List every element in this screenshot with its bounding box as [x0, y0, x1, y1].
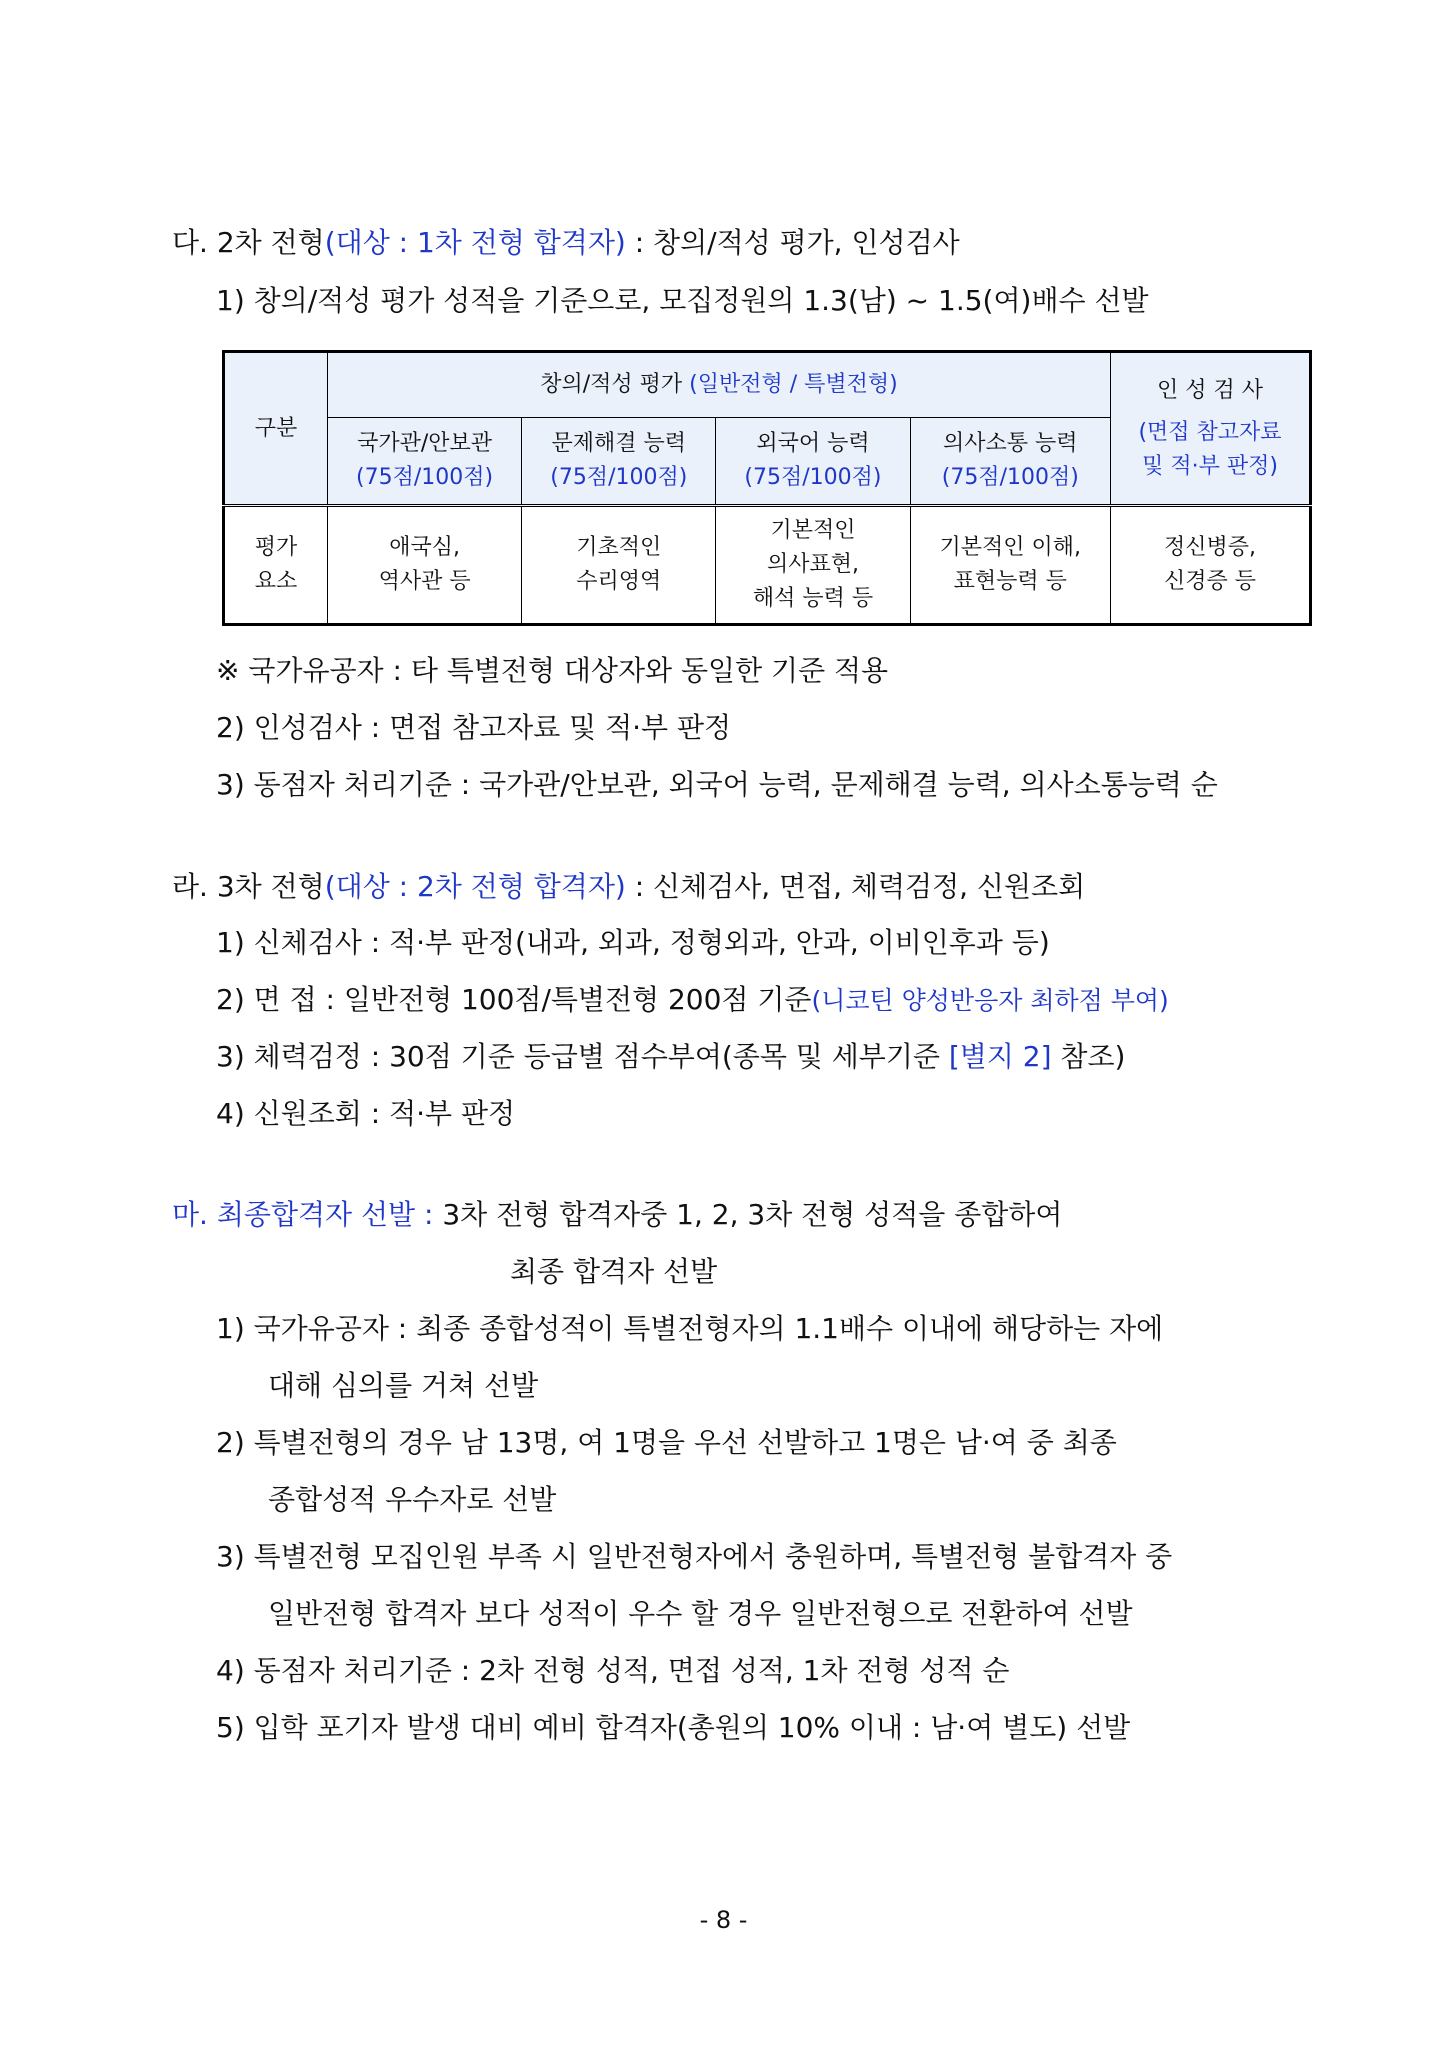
header-col-1 [328, 418, 522, 506]
cell-col-1-line-1: 애국심, [389, 535, 460, 560]
header-col-4-score: (75점/100점) [941, 465, 1079, 490]
section-da-item-2: 2) 인성검사 : 면접 참고자료 및 적·부 판정 [216, 711, 732, 744]
header-col-4-name: 의사소통 능력 [943, 431, 1078, 456]
header-col-2 [522, 418, 716, 506]
section-ma-item-3-line-2: 일반전형 합격자 보다 성적이 우수 할 경우 일반전형으로 전환하여 선발 [268, 1597, 1133, 1630]
section-ra-heading [172, 870, 1085, 904]
cell-col-3 [716, 506, 910, 625]
section-ra-item-3-ref: [별지 2] [948, 1040, 1052, 1073]
cell-col-3-line-1: 기본적인 [770, 518, 856, 543]
header-inseong-note-1: (면접 참고자료 [1138, 419, 1282, 445]
evaluation-criteria-table [222, 350, 1312, 626]
header-col-3-score: (75점/100점) [744, 465, 882, 490]
section-ma-desc-1: 3차 전형 합격자중 1, 2, 3차 전형 성적을 종합하여 [433, 1198, 1063, 1231]
section-ma-title: 마. 최종합격자 선발 : [172, 1198, 434, 1231]
table-row [224, 506, 1311, 625]
section-ra-item-1: 1) 신체검사 : 적·부 판정(내과, 외과, 정형외과, 안과, 이비인후과 등) [216, 926, 1050, 959]
header-group-sub: (일반전형 / 특별전형) [689, 372, 898, 397]
page-number: - 8 - [699, 1906, 748, 1934]
table-header-row-1 [224, 352, 1311, 418]
section-da-item-1: 1) 창의/적성 평가 성적을 기준으로, 모집정원의 1.3(남) ~ 1.5(여)배수 선발 [216, 284, 1149, 317]
section-ma-item-1-line-1: 1) 국가유공자 : 최종 종합성적이 특별전형자의 1.1배수 이내에 해당하는 자에 [216, 1312, 1164, 1345]
cell-col-3-line-2: 의사표현, [766, 552, 859, 577]
section-ra-item-2-note: (니코틴 양성반응자 최하점 부여) [811, 986, 1169, 1015]
section-ra-suffix: : 신체검사, 면접, 체력검정, 신원조회 [625, 870, 1086, 903]
header-col-3-name: 외국어 능력 [756, 431, 870, 456]
section-ra-item-3-post: 참조) [1051, 1040, 1126, 1073]
row-label-1: 평가 [254, 535, 298, 560]
header-col-4 [910, 418, 1110, 506]
section-da-prefix: 다. 2차 전형 [172, 226, 325, 259]
header-group-label: 창의/적성 평가 [540, 372, 690, 397]
row-label-2: 요소 [254, 569, 298, 594]
section-ra-item-3-pre: 3) 체력검정 : 30점 기준 등급별 점수부여(종목 및 세부기준 [216, 1040, 949, 1073]
section-ma-item-2-line-2: 종합성적 우수자로 선발 [268, 1483, 557, 1516]
header-col-1-name: 국가관/안보관 [357, 431, 493, 456]
header-inseong-note-2: 및 적·부 판정) [1142, 453, 1278, 479]
section-ra-item-2-label: 2) 면 접 : 일반전형 100점/특별전형 200점 기준 [216, 983, 812, 1016]
section-ra-item-4: 4) 신원조회 : 적·부 판정 [216, 1097, 516, 1130]
section-da-target: (대상 : 1차 전형 합격자) [324, 226, 626, 259]
header-col-2-name: 문제해결 능력 [551, 431, 687, 456]
cell-col-3-line-3: 해석 능력 등 [752, 586, 874, 611]
section-da-note: ※ 국가유공자 : 타 특별전형 대상자와 동일한 기준 적용 [216, 654, 889, 687]
cell-col-4-line-1: 기본적인 이해, [939, 535, 1082, 560]
header-col-2-score: (75점/100점) [550, 465, 688, 490]
cell-col-4-line-2: 표현능력 등 [953, 569, 1067, 594]
cell-col-5 [1111, 506, 1311, 625]
cell-col-2-line-2: 수리영역 [576, 569, 662, 594]
cell-col-1-line-2: 역사관 등 [378, 569, 471, 594]
cell-col-5-line-1: 정신병증, [1163, 535, 1256, 560]
section-da-heading [172, 226, 960, 260]
cell-col-2-line-1: 기초적인 [576, 535, 662, 560]
cell-col-2 [522, 506, 716, 625]
section-ma-item-2-line-1: 2) 특별전형의 경우 남 13명, 여 1명을 우선 선발하고 1명은 남·여 중 최종 [216, 1426, 1117, 1459]
cell-col-5-line-2: 신경증 등 [1163, 569, 1256, 594]
cell-col-4 [910, 506, 1110, 625]
header-creativity-aptitude [328, 352, 1111, 418]
section-ra-target: (대상 : 2차 전형 합격자) [324, 870, 626, 903]
header-inseong-title: 인 성 검 사 [1157, 377, 1263, 403]
header-col-1-score: (75점/100점) [356, 465, 494, 490]
header-gubun: 구분 [224, 352, 328, 506]
section-ra-item-2 [216, 983, 1169, 1018]
section-da-suffix: : 창의/적성 평가, 인성검사 [625, 226, 960, 259]
section-ma-desc-2: 최종 합격자 선발 [510, 1255, 718, 1288]
section-ma-item-4: 4) 동점자 처리기준 : 2차 전형 성적, 면접 성적, 1차 전형 성적 순 [216, 1654, 1010, 1687]
row-label [224, 506, 328, 625]
cell-col-1 [328, 506, 522, 625]
section-ma-item-5: 5) 입학 포기자 발생 대비 예비 합격자(총원의 10% 이내 : 남·여 별도) 선발 [216, 1711, 1131, 1744]
header-inseong [1111, 352, 1311, 506]
section-ma-item-1-line-2: 대해 심의를 거쳐 선발 [268, 1369, 539, 1402]
section-ra-item-3 [216, 1040, 1125, 1074]
section-ra-prefix: 라. 3차 전형 [172, 870, 325, 903]
section-ma-item-3-line-1: 3) 특별전형 모집인원 부족 시 일반전형자에서 충원하며, 특별전형 불합격자 중 [216, 1540, 1173, 1573]
section-ma-heading [172, 1198, 1062, 1232]
header-col-3 [716, 418, 910, 506]
section-da-item-3: 3) 동점자 처리기준 : 국가관/안보관, 외국어 능력, 문제해결 능력, 의사소통능력 순 [216, 768, 1218, 801]
